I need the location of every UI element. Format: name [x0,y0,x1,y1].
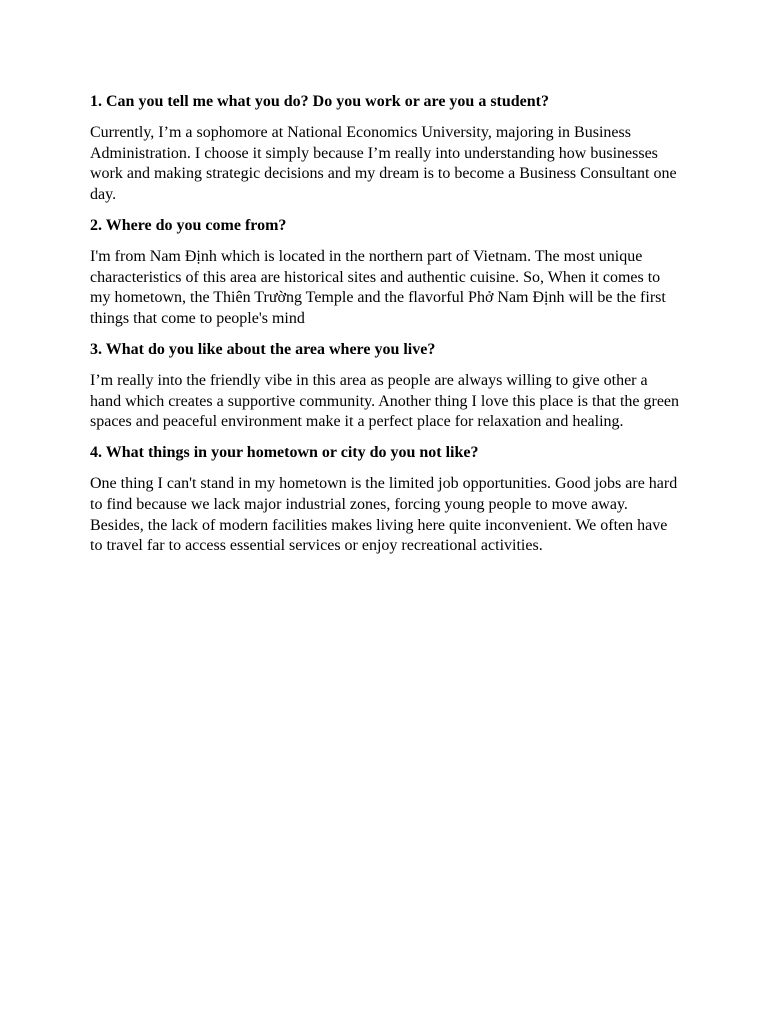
qa-item-1 [90,92,682,206]
answer-paragraph: I’m really into the friendly vibe in this area as people are always willing to give other a hand which creates a supportive community. Another thing I love this place is that the green spaces and peaceful environment make it a perfect place for relaxation and healing. [90,371,680,431]
question-heading: 3. What do you like about the area where you live? [90,340,436,358]
answer-paragraph: One thing I can't stand in my hometown is the limited job opportunities. Good jobs are hard to find because we lack major industrial zones, forcing young people to move away. Besides, the lack of modern facilities makes living here quite inconvenient. We often have to travel far to access essential services or enjoy recreational activities. [90,474,678,555]
question-heading: 2. Where do you come from? [90,216,287,234]
question-heading: 1. Can you tell me what you do? Do you work or are you a student? [90,93,549,110]
question-heading: 4. What things in your hometown or city do you not like? [90,444,479,462]
qa-item-3 [90,340,682,433]
qa-item-4 [90,443,682,557]
answer-paragraph: Currently, I’m a sophomore at National Economics University, majoring in Business Administration. I choose it simply because I’m really into understanding how businesses work and making strategic decisions and my dream is to become a Business Consultant one day. [90,123,677,204]
qa-item-2 [90,216,682,330]
document-content [90,92,682,557]
answer-paragraph: I'm from Nam Định which is located in the northern part of Vietnam. The most unique characteristics of this area are historical sites and authentic cuisine. So, When it comes to my hometown, the Thiên Trường Temple and the flavorful Phở Nam Định will be the first things that come to people's mind [90,247,666,328]
